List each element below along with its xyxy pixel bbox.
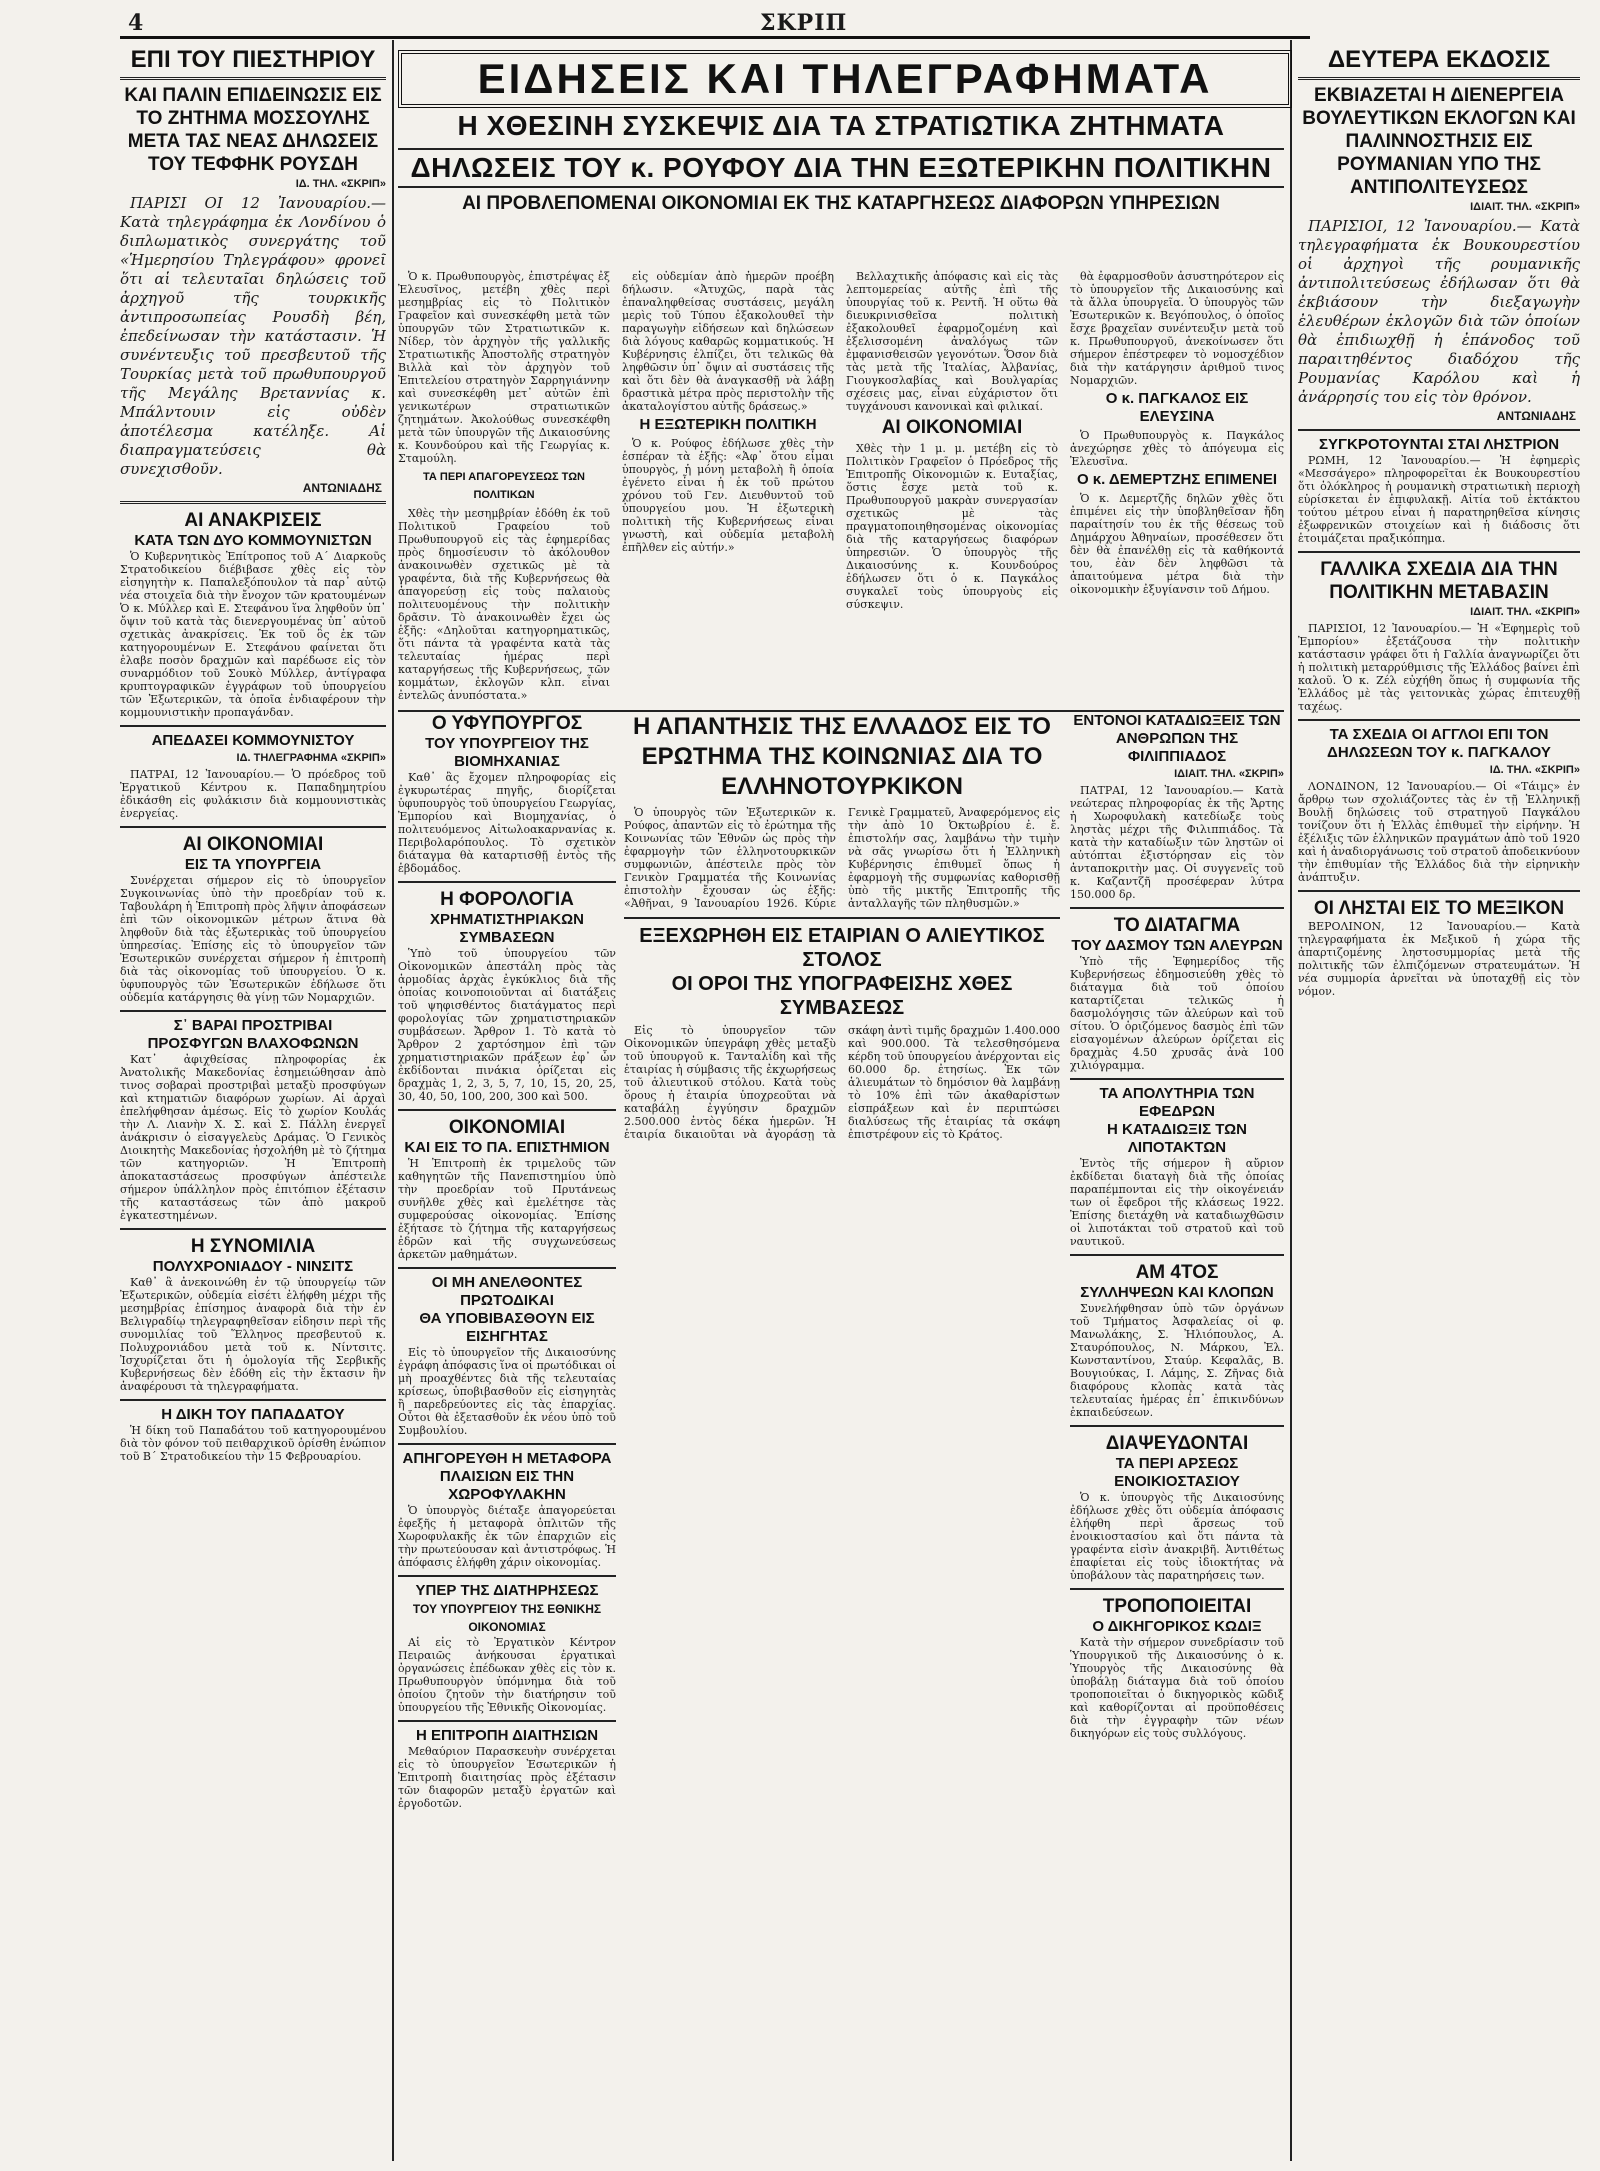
story-text: Ὁ ὑπουργὸς διέταξε ἀπαγορεύεται ἐφεξῆς ἡ μεταφορὰ ὁπλιτῶν τῆς Χωροφυλακῆς ἐκ τῶν ἐπαρχιῶν εἰς τὴν πρωτεύουσαν καὶ ἀντιστρόφως. Ἡ ἀπόφασις ἐλήφθη χάριν οἰκονομίας. <box>398 1504 616 1569</box>
story-text: Κατ᾽ ἀφιχθείσας πληροφορίας ἐκ Ἀνατολικῆς Μακεδονίας ἐσημειώθησαν ἀπὸ τινος σοβαραὶ προστριβαὶ μεταξὺ προσφύγων καὶ κτηματιῶν διαφόρων χωρίων. Αἱ ἀρχαὶ ἐπελήφθησαν ἀμέσως. Εἰς τὸ χωρίον Κουλάς τὴν Λ. Λιανὴν Χ. Σ. καὶ Σ. Πάλλη ἐνεργεῖ ἀνάκρισιν ὁ εἰσαγγελεὺς Δράμας. Ὁ Γενικὸς Διοικητὴς Μακεδονίας ἠσχολήθη μὲ τὸ ζήτημα τῶν κατηγοριῶν. Ἡ Ἐπιτροπὴ ἀποκαταστάσεως προσφύγων ἀπέστειλε σήμερον ὑπάλληλον πρὸς ἐπιτόπιον ἐξέτασιν τῆς καταστάσεως τῶν ἀπὸ μακροῦ ἐγκατεστημένων. <box>120 1053 386 1222</box>
divider <box>120 826 386 828</box>
story-signature: ΑΝΤΩΝΙΑΔΗΣ <box>1496 409 1576 423</box>
story-headline: ΕΞΕΧΩΡΗΘΗ ΕΙΣ ΕΤΑΙΡΙΑΝ Ο ΑΛΙΕΥΤΙΚΟΣ ΣΤΟΛΟΣ <box>639 925 1045 971</box>
story-headline: ΟΙ ΜΗ ΑΝΕΛΘΟΝΤΕΣ ΠΡΩΤΟΔΙΚΑΙ <box>431 1274 583 1309</box>
lead-column-2 <box>622 270 834 710</box>
right-headline: ΔΕΥΤΕΡΑ ΕΚΔΟΣΙΣ <box>1298 46 1580 80</box>
story-headline: ΑΙ ΑΝΑΚΡΙΣΕΙΣ <box>184 510 322 531</box>
masthead-rule <box>120 36 1310 39</box>
story-signature: ΑΝΤΩΝΙΑΔΗΣ <box>302 481 382 495</box>
column-divider <box>1290 40 1292 2161</box>
story-headline: Η ΣΥΝΟΜΙΛΙΑ <box>190 1236 316 1257</box>
lower-column-c <box>1070 712 1284 2162</box>
section-banner <box>398 50 1292 108</box>
story-headline: ΤΟ ΔΙΑΤΑΓΜΑ <box>1113 915 1241 936</box>
story-text: ΠΑΡΙΣΙ ΟΙ 12 Ἰανουαρίου.— Κατὰ τηλεγράφημα ἐκ Λονδίνου ὁ διπλωματικὸς συνεργάτης τοῦ «Ἡμερησίου Τηλεγράφου» φρονεῖ ὅτι αἱ τελευταῖαι δηλώσεις τοῦ ἀρχηγοῦ τῆς τουρκικῆς ἀντιπροσωπείας Ρουσδὴ βέη, ἐπεδείνωσαν τὴν κατάστασιν. Ἡ συνέντευξις τοῦ πρεσβευτοῦ τῆς Τουρκίας μετὰ τοῦ πρωθυπουργοῦ τῆς Μεγάλης Βρεταννίας κ. Μπάλντουιν εἰς οὐδὲν ἀποτέλεσμα κατέληξε. Αἱ διαπραγματεύσεις θὰ συνεχισθοῦν. <box>120 194 386 478</box>
lead-headlines <box>398 108 1284 215</box>
story-text: Ὁ κ. Δεμερτζῆς δηλῶν χθὲς ὅτι ἐπιμένει εἰς τὴν ὑποβληθεῖσαν ἤδη παραίτησίν του ἐκ τῆς θέσεως τοῦ Δημάρχου Ἀθηναίων, προσέθεσεν ὅτι δὲν θὰ ἐπανέλθῃ εἰς τὰ καθήκοντά του, ἐὰν δὲν ληφθῶσι τὰ ἀπαιτούμενα μέτρα διὰ τὴν οἰκονομικὴν ἐξυγίανσιν τοῦ Δήμου. <box>1070 492 1284 596</box>
divider <box>398 1109 616 1111</box>
masthead <box>0 8 1600 38</box>
story-subheadline: ΕΙΣ ΤΑ ΥΠΟΥΡΓΕΙΑ <box>184 856 322 873</box>
divider <box>398 1575 616 1577</box>
story-text: ΠΑΤΡΑΙ, 12 Ἰανουαρίου.— Κατὰ νεώτερας πληροφορίας ἐκ τῆς Ἄρτης ἡ Χωροφυλακὴ κατεδίωξε τοὺς ληστὰς μέχρι τῆς Φιλιππιάδος. Τὰ κατὰ τὴν καταδίωξιν τῶν ληστῶν οἱ αὐτόπται ἐξιστόρησαν εἰς τὸν ἀνταποκριτὴν μας. Οἱ συγγενεῖς τοῦ κ. Καζαντζῆ προσέφεραν λύτρα 150.000 δρ. <box>1070 784 1284 901</box>
story-subheadline: ΤΟΥ ΥΠΟΥΡΓΕΙΟΥ ΤΗΣ ΕΘΝΙΚΗΣ ΟΙΚΟΝΟΜΙΑΣ <box>412 1602 602 1634</box>
story-headline: ΑΜ 4ΤΟΣ <box>1135 1262 1219 1283</box>
story-headline: Η ΕΠΙΤΡΟΠΗ ΔΙΑΙΤΗΣΙΩΝ <box>415 1727 599 1744</box>
story-text: ΠΑΤΡΑΙ, 12 Ἰανουαρίου.— Ὁ πρόεδρος τοῦ Ἐργατικοῦ Κέντρου κ. Παπαδημητρίου ἐδικάσθη εἰς φυλάκισιν διὰ κομμουνιστικὰς ἐνεργείας. <box>120 768 386 820</box>
divider <box>398 881 616 883</box>
story-text: Αἱ εἰς τὸ Ἐργατικὸν Κέντρον Πειραιῶς ἀνήκουσαι ἐργατικαὶ ὀργανώσεις ἐπέδωκαν χθὲς εἰς τὸν κ. Πρωθυπουργὸν ὑπόμνημα διὰ τοῦ ὁποίου ζητοῦν τὴν διατήρησιν τοῦ ὑπουργείου τῆς Ἐθνικῆς Οἰκονομίας. <box>398 1636 616 1714</box>
story-credit: ΙΔΙΑΙΤ. ΤΗΛ. «ΣΚΡΙΠ» <box>1470 201 1580 213</box>
divider <box>398 1720 616 1722</box>
divider <box>120 1228 386 1230</box>
story-text: Καθ᾽ ἃ ἀνεκοινώθη ἐν τῷ ὑπουργείῳ τῶν Ἐξωτερικῶν, οὐδεμία εἰσέτι ἐλήφθη μέχρι τῆς μεσημβρίας ἐπίσημος ἀναφορὰ διὰ τὴν ἐν Βελιγραδίῳ τηλεγραφηθεῖσαν εἰδησιν περὶ τῆς συνομιλίας τοῦ Ἕλληνος πρεσβευτοῦ κ. Πολυχρονιάδου μετὰ τοῦ κ. Νίντσιτς. Ἰσχυρίζεται ὅτι ἡ ὁμολογία τῆς Σερβικῆς Κυβερνήσεως δὲν ἐδόθη εἰς τὴν ἔκτασιν ἣν ἀναφέρουσι τὰ τηλεγραφήματα. <box>120 1276 386 1393</box>
story-subheadline: Η ΚΑΤΑΔΙΩΞΙΣ ΤΩΝ ΛΙΠΟΤΑΚΤΩΝ <box>1106 1121 1248 1156</box>
right-column <box>1298 46 1580 2161</box>
story-headline: Η ΦΟΡΟΛΟΓΙΑ <box>440 889 574 910</box>
page-number: 4 <box>128 10 144 36</box>
story-text: Ὁ Κυβερνητικὸς Ἐπίτροπος τοῦ Α΄ Διαρκοῦς Στρατοδικείου διέβιβασε χθὲς εἰς τὸν εἰσηγητὴν κ. Παπαλεξόπουλον τὰ παρ᾽ αὐτῷ νέα στοιχεῖα διὰ τὴν ἔνοχον τῶν κρατουμένων Ὁ κ. Μύλλερ καὶ Ε. Στεφάνου ἵνα ληφθοῦν ὑπ᾽ ὄψιν τοῦ κατὰ τὰς διενεργουμένας ὑπ᾽ αὐτοῦ σχετικὰς ἀνακρίσεις. Ἐκ τοῦ ὃς ἐκ τῶν κατηγορουμένων Ε. Στεφάνου φαίνεται ὅτι ἐλαβε ποσὸν δραχμῶν καὶ παρέδωσε εἰς τὸν συναρμόδιον τοῦ Σουκὸ Μύλλερ, ἀντίγραφα κρυπτογραφικῶν ἐγγράφων τοῦ ὑπουργείου τῶν Ἐξωτερικῶν, τὰ ὁποῖα ἐνδιαφέρουν τὴν κομμουνιστικὴν προπαγάνδαν. <box>120 550 386 719</box>
story-headline: ΓΑΛΛΙΚΑ ΣΧΕΔΙΑ ΔΙΑ ΤΗΝ ΠΟΛΙΤΙΚΗΝ ΜΕΤΑΒΑΣΙΝ <box>1320 559 1558 603</box>
story-text: Καθ᾽ ἃς ἔχομεν πληροφορίας εἰς ἐγκυρωτέρας πηγῆς, διορίζεται ὑφυπουργὸς τοῦ ὑπουργείου Γεωργίας, Ἐμπορίου καὶ Βιομηχανίας, ὁ πολιτευόμενος Αἰτωλοακαρνανίας κ. Περιβολαρόπουλος. Τὸ σχετικὸν διάταγμα θὰ καταρτισθῇ ἐντὸς τῆς ἑβδομάδος. <box>398 771 616 875</box>
divider <box>1298 719 1580 721</box>
story-text: Εἰς τὸ ὑπουργεῖον τῆς Δικαιοσύνης ἐγράφη ἀπόφασις ἵνα οἱ πρωτόδικαι οἱ μὴ προαχθέντες διὰ τῆς τελευταίας κρίσεως, ὑποβιβασθοῦν εἰς εἰσηγητὰς ἢ παρεδρεύοντες εἰς τὰς ἐπαρχίας. Οὗτοι θὰ ἐξετασθοῦν ἐκ νέου ὑπὸ τοῦ Συμβουλίου. <box>398 1346 616 1437</box>
divider <box>1070 907 1284 909</box>
story-subheadline: ΚΑΤΑ ΤΩΝ ΔΥΟ ΚΟΜΜΟΥΝΙΣΤΩΝ <box>134 532 372 549</box>
story-credit: ΙΔΙΑΙΤ. ΤΗΛ. «ΣΚΡΙΠ» <box>1174 768 1284 780</box>
story-subheadline: ΠΟΛΥΧΡΟΝΙΑΔΟΥ - ΝΙΝΣΙΤΣ <box>152 1258 354 1275</box>
story-text: Ὁ κ. Ρούφος ἐδήλωσε χθὲς τὴν ἑσπέραν τὰ ἑξῆς: «Ἀφ᾽ ὅτου εἶμαι ὑπουργὸς, ἡ μόνη μεταβολὴ ἣ ὁποία ἐγένετο εἶναι ἡ ἐκ τοῦ πρώτου χρόνου τοῦ Γεν. Διευθυντοῦ τοῦ ὑπουργείου μου. Ἡ ἐξωτερικὴ πολιτικὴ τῆς Κυβερνήσεως εἶναι γνωστὴ, καὶ οὐδεμία μεταβολὴ ἐπῆλθεν εἰς αὐτήν.» <box>622 437 834 554</box>
story-text: ΛΟΝΔΙΝΟΝ, 12 Ἰανουαρίου.— Οἱ «Τάιμς» ἐν ἄρθρῳ των σχολιάζοντες τὰς ἐν τῇ Ἑλληνικῇ Βουλῇ δηλώσεις τοῦ στρατηγοῦ Παγκάλου τονίζουν ὅτι ἡ Ἑλλὰς ἐπιθυμεῖ τὴν εἰρήνην. Ἡ ἐξέλιξις τῶν ἑλληνικῶν πραγμάτων ἀπὸ τοῦ 1920 καὶ ἡ ἀναδιοργάνωσις τοῦ στρατοῦ ἀποδεικνύουν τὴν ἐπιθυμίαν τῆς Ἑλλάδος διὰ τὴν εἰρηνικὴν ἀνάπτυξιν. <box>1298 780 1580 884</box>
story-text: Συνελήφθησαν ὑπὸ τῶν ὀργάνων τοῦ Τμήματος Ἀσφαλείας οἱ φ. Μανωλάκης, Σ. Ἠλιόπουλος, Α. Σταυρόπουλος, Ν. Μάρκου, Ἐλ. Κωνσταντίνου, Σταύρ. Κεφαλᾶς, Β. Βουγιούκας, Ι. Λάμης, Σ. Ζῆνας διὰ διαφόρους κλοπὰς κατὰ τὰς τελευταίας ἡμέρας ἐπ᾽ ἐπικινδύνων ἐκπαιδεύσεων. <box>1070 1302 1284 1419</box>
paper-name: ΣΚΡΙΠ <box>760 10 848 36</box>
story-subheadline: ΠΡΟΣΦΥΓΩΝ ΒΛΑΧΟΦΩΝΩΝ <box>147 1035 359 1052</box>
story-subheadline: ΤΟΥ ΥΠΟΥΡΓΕΙΟΥ ΤΗΣ ΒΙΟΜΗΧΑΝΙΑΣ <box>425 735 589 770</box>
divider <box>624 917 1060 919</box>
divider <box>1070 1425 1284 1427</box>
story-subheadline: ΤΑ ΠΕΡΙ ΑΡΣΕΩΣ ΕΝΟΙΚΙΟΣΤΑΣΙΟΥ <box>1114 1455 1240 1490</box>
story-headline: ΕΚΒΙΑΖΕΤΑΙ Η ΔΙΕΝΕΡΓΕΙΑ ΒΟΥΛΕΥΤΙΚΩΝ ΕΚΛΟΓΩΝ ΚΑΙ ΠΑΛΙΝΝΟΣΤΗΣΙΣ ΕΙΣ ΡΟΥΜΑΝΙΑΝ ΥΠΟ ΤΗΣ ΑΝΤΙΠΟΛΙΤΕΥΣΕΩΣ <box>1302 85 1576 198</box>
lower-column-a <box>398 712 616 2162</box>
story-subheadline: ΑΙ ΟΙΚΟΝΟΜΙΑΙ <box>881 417 1023 438</box>
story-text: Ἡ Ἐπιτροπὴ ἐκ τριμελοῦς τῶν καθηγητῶν τῆς Πανεπιστημίου ὑπὸ τὴν προεδρίαν τοῦ Πρυτάνεως συνῆλθε χθὲς καὶ ἐμελέτησε τὰς συμφερούσας οἰκονομίας. Ἐπίσης ἐξήτασε τὸ ζήτημα τῆς καταργήσεως ἐδρῶν καὶ τῆς συγχωνεύσεως ἀρκετῶν μαθημάτων. <box>398 1157 616 1261</box>
story-subheadline: ΟΙ ΟΡΟΙ ΤΗΣ ΥΠΟΓΡΑΦΕΙΣΗΣ ΧΘΕΣ ΣΥΜΒΑΣΕΩΣ <box>671 973 1013 1019</box>
story-text: εἰς οὐδεμίαν ἀπὸ ἡμερῶν προέβη δήλωσιν. «Ἀτυχῶς, παρὰ τὰς ἐπαναληφθείσας συστάσεις, μεγάλη μερὶς τοῦ Τύπου ἐξακολουθεῖ τὴν παραγωγὴν εἰδήσεων καὶ δηλώσεων διὰ λόγους καθαρῶς κομματικούς. Ἡ Κυβέρνησις ἐλπίζει, ὅτι τελικῶς θὰ ληφθῶσιν ὑπ᾽ ὄψιν αἱ συστάσεις τῆς καὶ ὅτι δὲν θὰ ἀναγκασθῇ νὰ λάβῃ δραστικὰ μέτρα πρὸς περιστολὴν τῆς ἀκαταλογίστου αὐτῆς δράσεως.» <box>622 270 834 413</box>
story-subheadline: ΣΥΛΛΗΨΕΩΝ ΚΑΙ ΚΛΟΠΩΝ <box>1080 1284 1274 1301</box>
story-headline: Η ΑΠΑΝΤΗΣΙΣ ΤΗΣ ΕΛΛΑΔΟΣ ΕΙΣ ΤΟ ΕΡΩΤΗΜΑ ΤΗΣ ΚΟΙΝΩΝΙΑΣ ΔΙΑ ΤΟ ΕΛΛΗΝΟΤΟΥΡΚΙΚΟΝ <box>633 713 1051 800</box>
story-headline: Σ᾽ ΒΑΡΑΙ ΠΡΟΣΤΡΙΒΑΙ <box>173 1017 333 1034</box>
lead-headline-1: Η ΧΘΕΣΙΝΗ ΣΥΣΚΕΨΙΣ ΔΙΑ ΤΑ ΣΤΡΑΤΙΩΤΙΚΑ ΖΗΤΗΜΑΤΑ <box>457 110 1225 141</box>
story-subheadline: Η ΕΞΩΤΕΡΙΚΗ ΠΟΛΙΤΙΚΗ <box>639 416 817 433</box>
story-headline: ΚΑΙ ΠΑΛΙΝ ΕΠΙΔΕΙΝΩΣΙΣ ΕΙΣ ΤΟ ΖΗΤΗΜΑ ΜΟΣΣΟΥΛΗΣ ΜΕΤΑ ΤΑΣ ΝΕΑΣ ΔΗΛΩΣΕΙΣ ΤΟΥ ΤΕΦΦΗΚ ΡΟΥΣΔΗ <box>124 85 382 175</box>
story-text: Κατὰ τὴν σήμερον συνεδρίασιν τοῦ Ὑπουργικοῦ τῆς Δικαιοσύνης ὁ κ. Ὑπουργὸς τῆς Δικαιοσύνης θὰ ὑποβάλῃ διάταγμα διὰ τοῦ ὁποίου τροποποιεῖται ὁ δικηγορικὸς κῶδιξ καὶ καθορίζονται αἱ προϋποθέσεις διὰ τὴν ἐγγραφὴν τῶν νέων δικηγόρων εἰς τοὺς συλλόγους. <box>1070 1636 1284 1740</box>
divider <box>120 1399 386 1401</box>
column-divider <box>392 40 394 2161</box>
story-headline: ΤΑ ΑΠΟΛΥΤΗΡΙΑ ΤΩΝ ΕΦΕΔΡΩΝ <box>1099 1085 1255 1120</box>
story-text: ΠΑΡΙΣΙΟΙ, 12 Ἰανουαρίου.— Ἡ «Ἐφημερὶς τοῦ Ἐμπορίου» ἐξετάζουσα τὴν πολιτικὴν κατάστασιν γράφει ὅτι ἡ Γαλλία ἀναγνωρίζει ὅτι ἡ πολιτικὴ μεταρρύθμισις τῆς Ἑλλάδος βαίνει ἐπὶ καλοῦ. Ὁ κ. Ζέλ εὐχήθη ὅπως ἡ συμφωνία τῆς Ἑλλάδος μὲ τὰς γειτονικὰς χώρας ἐπιτευχθῇ ταχέως. <box>1298 622 1580 713</box>
story-headline: ΟΙ ΛΗΣΤΑΙ ΕΙΣ ΤΟ ΜΕΞΙΚΟΝ <box>1313 898 1565 919</box>
story-text: Ἡ δίκη τοῦ Παπαδάτου τοῦ κατηγορουμένου διὰ τὸν φόνον τοῦ πειθαρχικοῦ ὁρίσθη ἐνώπιον τοῦ Β΄ Στρατοδικείου τὴν 15 Φεβρουαρίου. <box>120 1424 386 1463</box>
story-headline: Η ΔΙΚΗ ΤΟΥ ΠΑΠΑΔΑΤΟΥ <box>161 1406 345 1423</box>
story-text: Μεθαύριον Παρασκευὴν συνέρχεται εἰς τὸ ὑπουργεῖον Ἐσωτερικῶν ἡ Ἐπιτροπὴ διαιτησίας πρὸς ἐξέτασιν τῶν διαφορῶν μεταξὺ ἐργατῶν καὶ ἐργοδοτῶν. <box>398 1745 616 1810</box>
divider <box>1298 890 1580 892</box>
story-text: ΒΕΡΟΛΙΝΟΝ, 12 Ἰανουαρίου.— Κατὰ τηλεγραφήματα ἐκ Μεξικοῦ ἡ χώρα τῆς ἀπαρτιζομένης ληστοσυμμορίας μετὰ τῆς πολιτικῆς τῶν ἐλπιζόμενων στρατευμάτων. Ἡ νέα συμμορία ἀρνεῖται νὰ ὑποταχθῇ εἰς τὸν νόμον. <box>1298 920 1580 998</box>
story-subheadline: ΚΑΙ ΕΙΣ ΤΟ ΠΑ. ΕΠΙΣΤΗΜΙΟΝ <box>404 1139 610 1156</box>
story-credit: ΙΔΙΑΙΤ. ΤΗΛ. «ΣΚΡΙΠ» <box>1470 606 1580 618</box>
story-subheadline: ΤΟΥ ΔΑΣΜΟΥ ΤΩΝ ΑΛΕΥΡΩΝ <box>1071 937 1283 954</box>
story-text: θὰ ἐφαρμοσθοῦν ἀσυστηρότερον εἰς τὸ ὑπουργεῖον τῆς Δικαιοσύνης καὶ τὰ ἄλλα ὑπουργεῖα. Ὁ ὑπουργὸς τῶν Ἐσωτερικῶν κ. Βεγόπουλος, ὁ ὁποῖος ἔσχε βραχεῖαν συνέντευξιν μετὰ τοῦ κ. Πρωθυπουργοῦ, ἀνεκοίνωσεν ὅτι σήμερον ἐπέστρεφεν τὸ νομοσχέδιον διὰ τὴν κατάργησιν ἀριθμοῦ τινος Νομαρχιῶν. <box>1070 270 1284 387</box>
story-credit: ΙΔ. ΤΗΛ. «ΣΚΡΙΠ» <box>1489 764 1580 776</box>
lead-column-1 <box>398 270 610 710</box>
story-subheadline: Ο ΔΙΚΗΓΟΡΙΚΟΣ ΚΩΔΙΞ <box>1092 1618 1262 1635</box>
lead-headline-3: ΑΙ ΠΡΟΒΛΕΠΟΜΕΝΑΙ ΟΙΚΟΝΟΜΙΑΙ ΕΚ ΤΗΣ ΚΑΤΑΡΓΗΣΕΩΣ ΔΙΑΦΟΡΩΝ ΥΠΗΡΕΣΙΩΝ <box>462 193 1220 214</box>
divider <box>398 1443 616 1445</box>
divider <box>120 1010 386 1012</box>
story-text: Ὁ κ. Πρωθυπουργὸς, ἐπιστρέψας ἐξ Ἐλευσῖνος, μετέβη χθὲς περὶ μεσημβρίας εἰς τὸ Πολιτικὸν Γραφεῖον καὶ συνεσκέφθη μετὰ τῶν ὑπουργῶν τῶν Στρατιωτικῶν κ. Νίδερ, τὸν ἀρχηγὸν τῆς γαλλικῆς Στρατιωτικῆς Ἀποστολῆς στρατηγὸν Βιλλὰ καὶ τὸν ἀρχηγὸν τοῦ Ἐπιτελείου στρατηγὸν Σαρρηγιάννην καὶ συνεσκέφθη μετ᾽ αὐτῶν ἐπὶ γενικωτέρων στρατιωτικῶν ζητημάτων. Ἀκολούθως συνεσκέφθη μετὰ τῶν ὑπουργῶν τῆς Δικαιοσύνης κ. Κουνδούρου καὶ τῆς Γεωργίας κ. Σταμούλη. <box>398 270 610 465</box>
lead-column-3 <box>846 270 1058 710</box>
story-subheadline: Ο κ. ΠΑΓΚΑΛΟΣ ΕΙΣ ΕΛΕΥΣΙΝΑ <box>1105 390 1249 425</box>
story-headline: ΑΙ ΟΙΚΟΝΟΜΙΑΙ <box>182 834 324 855</box>
story-text: Εἰς τὸ ὑπουργεῖον τῶν Οἰκονομικῶν ὑπεγράφη χθὲς μεταξὺ τοῦ ὑπουργοῦ κ. Τανταλίδη καὶ τῆς ἑταιρίας ἡ σύμβασις τῆς ἐκχωρήσεως τοῦ ἁλιευτικοῦ στόλου. Κατὰ τοὺς ὅρους ἡ ἑταιρία ὑποχρεοῦται νὰ καταβάλῃ ἐγγύησιν δραχμῶν 2.500.000 ἐντὸς δέκα ἡμερῶν. Ἡ ἑταιρία δικαιοῦται νὰ ἀγοράσῃ τὰ σκάφη ἀντὶ τιμῆς δραχμῶν 1.400.000 καὶ 900.000. Τὰ τελεσθησόμενα κέρδη τοῦ ὑπουργείου ἀνέρχονται εἰς 60.000 δρ. ἐτησίως. Ἐκ τῶν ἁλιευμάτων τὸ δημόσιον θὰ λαμβάνῃ τὸ 10% ἐπὶ τῶν ἀκαθαρίστων εἰσπράξεων καὶ ἐν περιπτώσει διαλύσεως τῆς ἑταιρίας τὰ σκάφη ἐπιστρέφουν εἰς τὸ Κράτος. <box>624 1024 1060 1141</box>
lead-headline-2: ΔΗΛΩΣΕΙΣ ΤΟΥ κ. ΡΟΥΦΟΥ ΔΙΑ ΤΗΝ ΕΞΩΤΕΡΙΚΗΝ ΠΟΛΙΤΙΚΗΝ <box>398 148 1284 188</box>
story-headline: ΥΠΕΡ ΤΗΣ ΔΙΑΤΗΡΗΣΕΩΣ <box>415 1582 599 1599</box>
divider <box>1070 1588 1284 1590</box>
left-headline: ΕΠΙ ΤΟΥ ΠΙΕΣΤΗΡΙΟΥ <box>120 46 386 80</box>
divider <box>120 501 386 504</box>
lead-column-4 <box>1070 270 1284 710</box>
divider <box>1070 1078 1284 1080</box>
story-subheadline: ΤΑ ΠΕΡΙ ΑΠΑΓΟΡΕΥΣΕΩΣ ΤΩΝ ΠΟΛΙΤΙΚΩΝ <box>423 471 585 501</box>
story-text: Ὁ ὑπουργὸς τῶν Ἐξωτερικῶν κ. Ρούφος, ἀπαντῶν εἰς τὸ ἐρώτημα τῆς Κοινωνίας τῶν Ἐθνῶν ὡς πρὸς τὴν ἐφαρμογὴν τῶν ἑλληνοτουρκικῶν συμφωνιῶν, ἀπέστειλε πρὸς τὸν Γενικὸν Γραμματέα τῆς Κοινωνίας ἐπιστολὴν ἔχουσαν ὡς ἑξῆς: «Ἀθῆναι, 9 Ἰανουαρίου 1926. Κύριε Γενικὲ Γραμματεῦ, Ἀναφερόμενος εἰς τὴν ἀπὸ 10 Ὀκτωβρίου ἐ. ἔ. ἐπιστολήν σας, λαμβάνω τὴν τιμὴν νὰ σᾶς γνωρίσω ὅτι ἡ Ἑλληνικὴ Κυβέρνησις ἐπιθυμεῖ ὅπως ἡ ἐφαρμογὴ τῆς συμφωνίας καθορισθῇ ὑπὸ τῆς μικτῆς Ἐπιτροπῆς τῆς ἀνταλλαγῆς τῶν πληθυσμῶν.» <box>624 806 1060 910</box>
divider <box>1298 551 1580 553</box>
story-subheadline: Ο κ. ΔΕΜΕΡΤΖΗΣ ΕΠΙΜΕΝΕΙ <box>1076 471 1278 488</box>
lower-section <box>398 712 1284 2162</box>
story-headline: ΑΠΕΔΑΣΕΙ ΚΟΜΜΟΥΝΙΣΤΟΥ <box>151 732 355 749</box>
story-text: Ὑπὸ τοῦ ὑπουργείου τῶν Οἰκονομικῶν ἀπεστάλη πρὸς τὰς ἁρμοδίας ἀρχὰς ἐγκύκλιος διὰ τῆς ὁποίας κοινοποιοῦνται αἱ διατάξεις τοῦ ψηφισθέντος διατάγματος περὶ φορολογίας τῶν χρηματιστηριακῶν συμβάσεων. Ἄρθρον 1. Τὸ κατὰ τὸ Ἄρθρον 2 χαρτόσημον ἐπὶ τῶν χρηματιστηριακῶν πράξεων ἐφ᾽ ὧν ἐκδίδονται πινάκια ὁρίζεται εἰς δραχμὰς 1, 2, 3, 5, 7, 10, 15, 20, 25, 30, 40, 50, 100, 200, 300 καὶ 500. <box>398 947 616 1103</box>
story-text: ΠΑΡΙΣΙΟΙ, 12 Ἰανουαρίου.— Κατὰ τηλεγραφήματα ἐκ Βουκουρεστίου οἱ ἀρχηγοὶ τῆς ρουμανικῆς ἀντιπολιτεύσεως ἐδήλωσαν ὅτι θὰ ἐκβιάσουν τὴν διεξαγωγὴν ἐλευθέρων ἐκλογῶν διὰ τῶν ὁποίων θὰ ἐπιδιωχθῇ ἡ ἐπάνοδος τοῦ παραιτηθέντος διαδόχου τῆς Ρουμανίας Καρόλου καὶ ἡ ἀνάρρησίς του εἰς τὸν θρόνον. <box>1298 217 1580 406</box>
story-headline: ΑΠΗΓΟΡΕΥΘΗ Η ΜΕΤΑΦΟΡΑ ΠΛΑΙΣΙΩΝ ΕΙΣ ΤΗΝ ΧΩΡΟΦΥΛΑΚΗΝ <box>402 1450 612 1503</box>
story-text: Βελλαχτικῆς ἀπόφασις καὶ εἰς τὰς λεπτομερείας αὐτῆς ἐπὶ τῆς ὑπουργίας τοῦ κ. Ρεντῆ. Ἡ οὕτω θὰ διευκρινισθεῖσα πολιτικὴ ἐξακολουθεῖ ἐφαρμοζομένη καὶ ἐξελισσομένη ἀναλόγως τῶν ἐμφανισθεισῶν γεγονότων. Ὅσον διὰ τὰς μετὰ τῆς Ἰταλίας, Ἀλβανίας, Γιουγκοσλαβίας καὶ Βουλγαρίας σχέσεις μας, εἶναι εὐχάριστον ὅτι τυγχάνουσι κανονικαὶ καὶ φιλικαί. <box>846 270 1058 413</box>
divider <box>1298 429 1580 431</box>
story-text: Χθὲς τὴν 1 μ. μ. μετέβη εἰς τὸ Πολιτικὸν Γραφεῖον ὁ Πρόεδρος τῆς Ἐπιτροπῆς Οἰκονομιῶν κ. Ευταξίας, ὅστις ἔσχε μετὰ τοῦ κ. Πρωθυπουργοῦ μακρὰν συνεργασίαν σχετικῶς μὲ τὰς πραγματοποιηθησομένας οἰκονομίας διὰ τῆς καταργήσεως διαφόρων ὑπηρεσιῶν. Ὁ ὑπουργὸς τῆς Δικαιοσύνης κ. Κουνδούρος ἐδήλωσεν ὅτι ὁ κ. Παγκάλος συγκαλεῖ τοὺς ὑπουργοὺς εἰς σύσκεψιν. <box>846 442 1058 611</box>
story-subheadline: ΧΡΗΜΑΤΙΣΤΗΡΙΑΚΩΝ ΣΥΜΒΑΣΕΩΝ <box>430 911 584 946</box>
story-body <box>624 1024 1060 1142</box>
story-text: ΡΩΜΗ, 12 Ἰανουαρίου.— Ἡ ἐφημερὶς «Μεσσάγερο» πληροφορεῖται ἐκ Βουκουρεστίου ὅτι ὁλόκληρος ἡ ρουμανικὴ στρατιωτικὴ περιοχὴ εὑρίσκεται ἐν ἐπιφυλακῇ. Αἰτία τοῦ ἐκτάκτου τούτου μέτρου εἶναι ἡ παρατηρηθεῖσα κίνησις ἐξωφρενικῶν στοιχείων καὶ ἡ διάδοσις ὅτι ἑτοιμάζεται πραξικόπημα. <box>1298 454 1580 545</box>
story-headline: Ο ΥΦΥΠΟΥΡΓΟΣ <box>431 713 583 734</box>
lead-story-columns <box>398 270 1284 710</box>
left-column <box>120 46 386 2161</box>
story-body <box>624 806 1060 911</box>
story-text: Χθὲς τὴν μεσημβρίαν ἐδόθη ἐκ τοῦ Πολιτικοῦ Γραφείου τοῦ Πρωθυπουργοῦ εἰς τὰς ἐφημερίδας πρὸς δημοσίευσιν τὸ ἀκόλουθον ἀνακοινωθὲν σχετικῶς μὲ τὰ γραφέντα, διὰ τῆς Κυβερνήσεως θὰ ἀπαγορεύσῃ εἰς τοὺς παλαιοὺς πολιτευομένους τὴν πολιτικὴν δρᾶσιν. Τὸ ἀνακοινωθὲν ἔχει ὡς ἑξῆς: «Δηλοῦται κατηγορηματικῶς, ὅτι πάντα τὰ γραφέντα κατὰ τὰς τελευταίας ἡμέρας περὶ καταργήσεως τῆς Κυβερνήσεως, τῶν κομμάτων, ἐκλογῶν κλπ. εἶναι ἐντελῶς ἀνυπόστατα.» <box>398 507 610 702</box>
story-headline: ΣΥΓΚΡΟΤΟΥΝΤΑΙ ΣΤΑΙ ΛΗΣΤΡΙΟΝ <box>1318 436 1560 453</box>
divider <box>398 1267 616 1269</box>
story-headline: ΤΡΟΠΟΠΟΙΕΙΤΑΙ <box>1102 1596 1252 1617</box>
story-credit: ΙΔ. ΤΗΛ. «ΣΚΡΙΠ» <box>295 178 386 190</box>
story-headline: ΤΑ ΣΧΕΔΙΑ ΟΙ ΑΓΓΛΟΙ ΕΠΙ ΤΟΝ ΔΗΛΩΣΕΩΝ ΤΟΥ κ. ΠΑΓΚΑΛΟΥ <box>1327 726 1551 761</box>
story-text: Ὁ κ. ὑπουργὸς τῆς Δικαιοσύνης ἐδήλωσε χθὲς ὅτι οὐδεμία ἀπόφασις ἐλήφθη περὶ ἄρσεως τοῦ ἐνοικιοστασίου καὶ ὅτι πάντα τὰ γραφέντα εἰσὶν ἀνακριβῆ. Ἀντιθέτως ἐπαφίεται εἰς τοὺς ἰδιοκτήτας νὰ ὑποβάλουν τὰς παρατηρήσεις των. <box>1070 1491 1284 1582</box>
story-text: Ὁ Πρωθυπουργὸς κ. Παγκάλος ἀνεχώρησε χθὲς τὸ ἀπόγευμα εἰς Ἐλευσῖνα. <box>1070 429 1284 468</box>
story-text: Ὑπὸ τῆς Ἐφημερίδος τῆς Κυβερνήσεως ἐδημοσιεύθη χθὲς τὸ διάταγμα διὰ τοῦ ὁποίου καταρτίζεται τελικῶς ἡ δασμολόγησις τῶν ἀλεύρων καὶ τοῦ σίτου. Ὁ ὁριζόμενος δασμὸς ἐπὶ τῶν εἰσαγομένων ἀλεύρων ὁρίζεται εἰς δραχμὰς 4.50 χρυσᾶς ἀνὰ 100 χιλιόγραμμα. <box>1070 955 1284 1072</box>
lower-column-b <box>624 712 1060 2162</box>
story-headline: ΕΝΤΟΝΟΙ ΚΑΤΑΔΙΩΞΕΙΣ ΤΩΝ ΑΝΘΡΩΠΩΝ ΤΗΣ ΦΙΛΙΠΠΙΑΔΟΣ <box>1073 712 1281 765</box>
story-subheadline: ΘΑ ΥΠΟΒΙΒΑΣΘΟΥΝ ΕΙΣ ΕΙΣΗΓΗΤΑΣ <box>419 1310 595 1345</box>
divider <box>120 725 386 727</box>
story-credit: ΙΔ. ΤΗΛΕΓΡΑΦΗΜΑ «ΣΚΡΙΠ» <box>236 752 386 764</box>
story-text: Ἐντὸς τῆς σήμερον ἢ αὔριον ἐκδίδεται διαταγὴ διὰ τῆς ὁποίας παραπέμπονται εἰς τὴν οἰκογένειάν των οἱ ἔφεδροι τῆς κλάσεως 1922. Ἐπίσης διετάχθη νὰ καταδιωχθῶσιν οἱ λιποτάκται τοῦ στρατοῦ καὶ τοῦ ναυτικοῦ. <box>1070 1157 1284 1248</box>
divider <box>1070 1254 1284 1256</box>
banner-title: ΕΙΔΗΣΕΙΣ ΚΑΙ ΤΗΛΕΓΡΑΦΗΜΑΤΑ <box>477 55 1213 102</box>
story-headline: ΔΙΑΨΕΥΔΟΝΤΑΙ <box>1105 1433 1249 1454</box>
story-text: Συνέρχεται σήμερον εἰς τὸ ὑπουργεῖον Συγκοινωνίας ὑπὸ τὴν προεδρίαν τοῦ κ. Ταβουλάρη ἡ Ἐπιτροπὴ πρὸς λῆψιν ἀποφάσεων ἐπὶ τῶν οἰκονομικῶν μέτρων ἅτινα θὰ ληφθοῦν διὰ τὰς ἐξωτερικὰς τοῦ ὑπουργείου ὑπηρεσίας. Ἐπίσης εἰς τὸ ὑπουργεῖον τῶν Ἐσωτερικῶν συνέρχεται σήμερον ἡ ἐπιτροπὴ διὰ τὰς οἰκονομίας τοῦ ὑπουργείου. Ὁ κ. ὑφυπουργὸς τῶν Ἐσωτερικῶν ἐδήλωσε ὅτι οὐδεμία κατάργησις θὰ γίνῃ τῶν Νομαρχιῶν. <box>120 874 386 1004</box>
story-headline: ΟΙΚΟΝΟΜΙΑΙ <box>448 1117 566 1138</box>
